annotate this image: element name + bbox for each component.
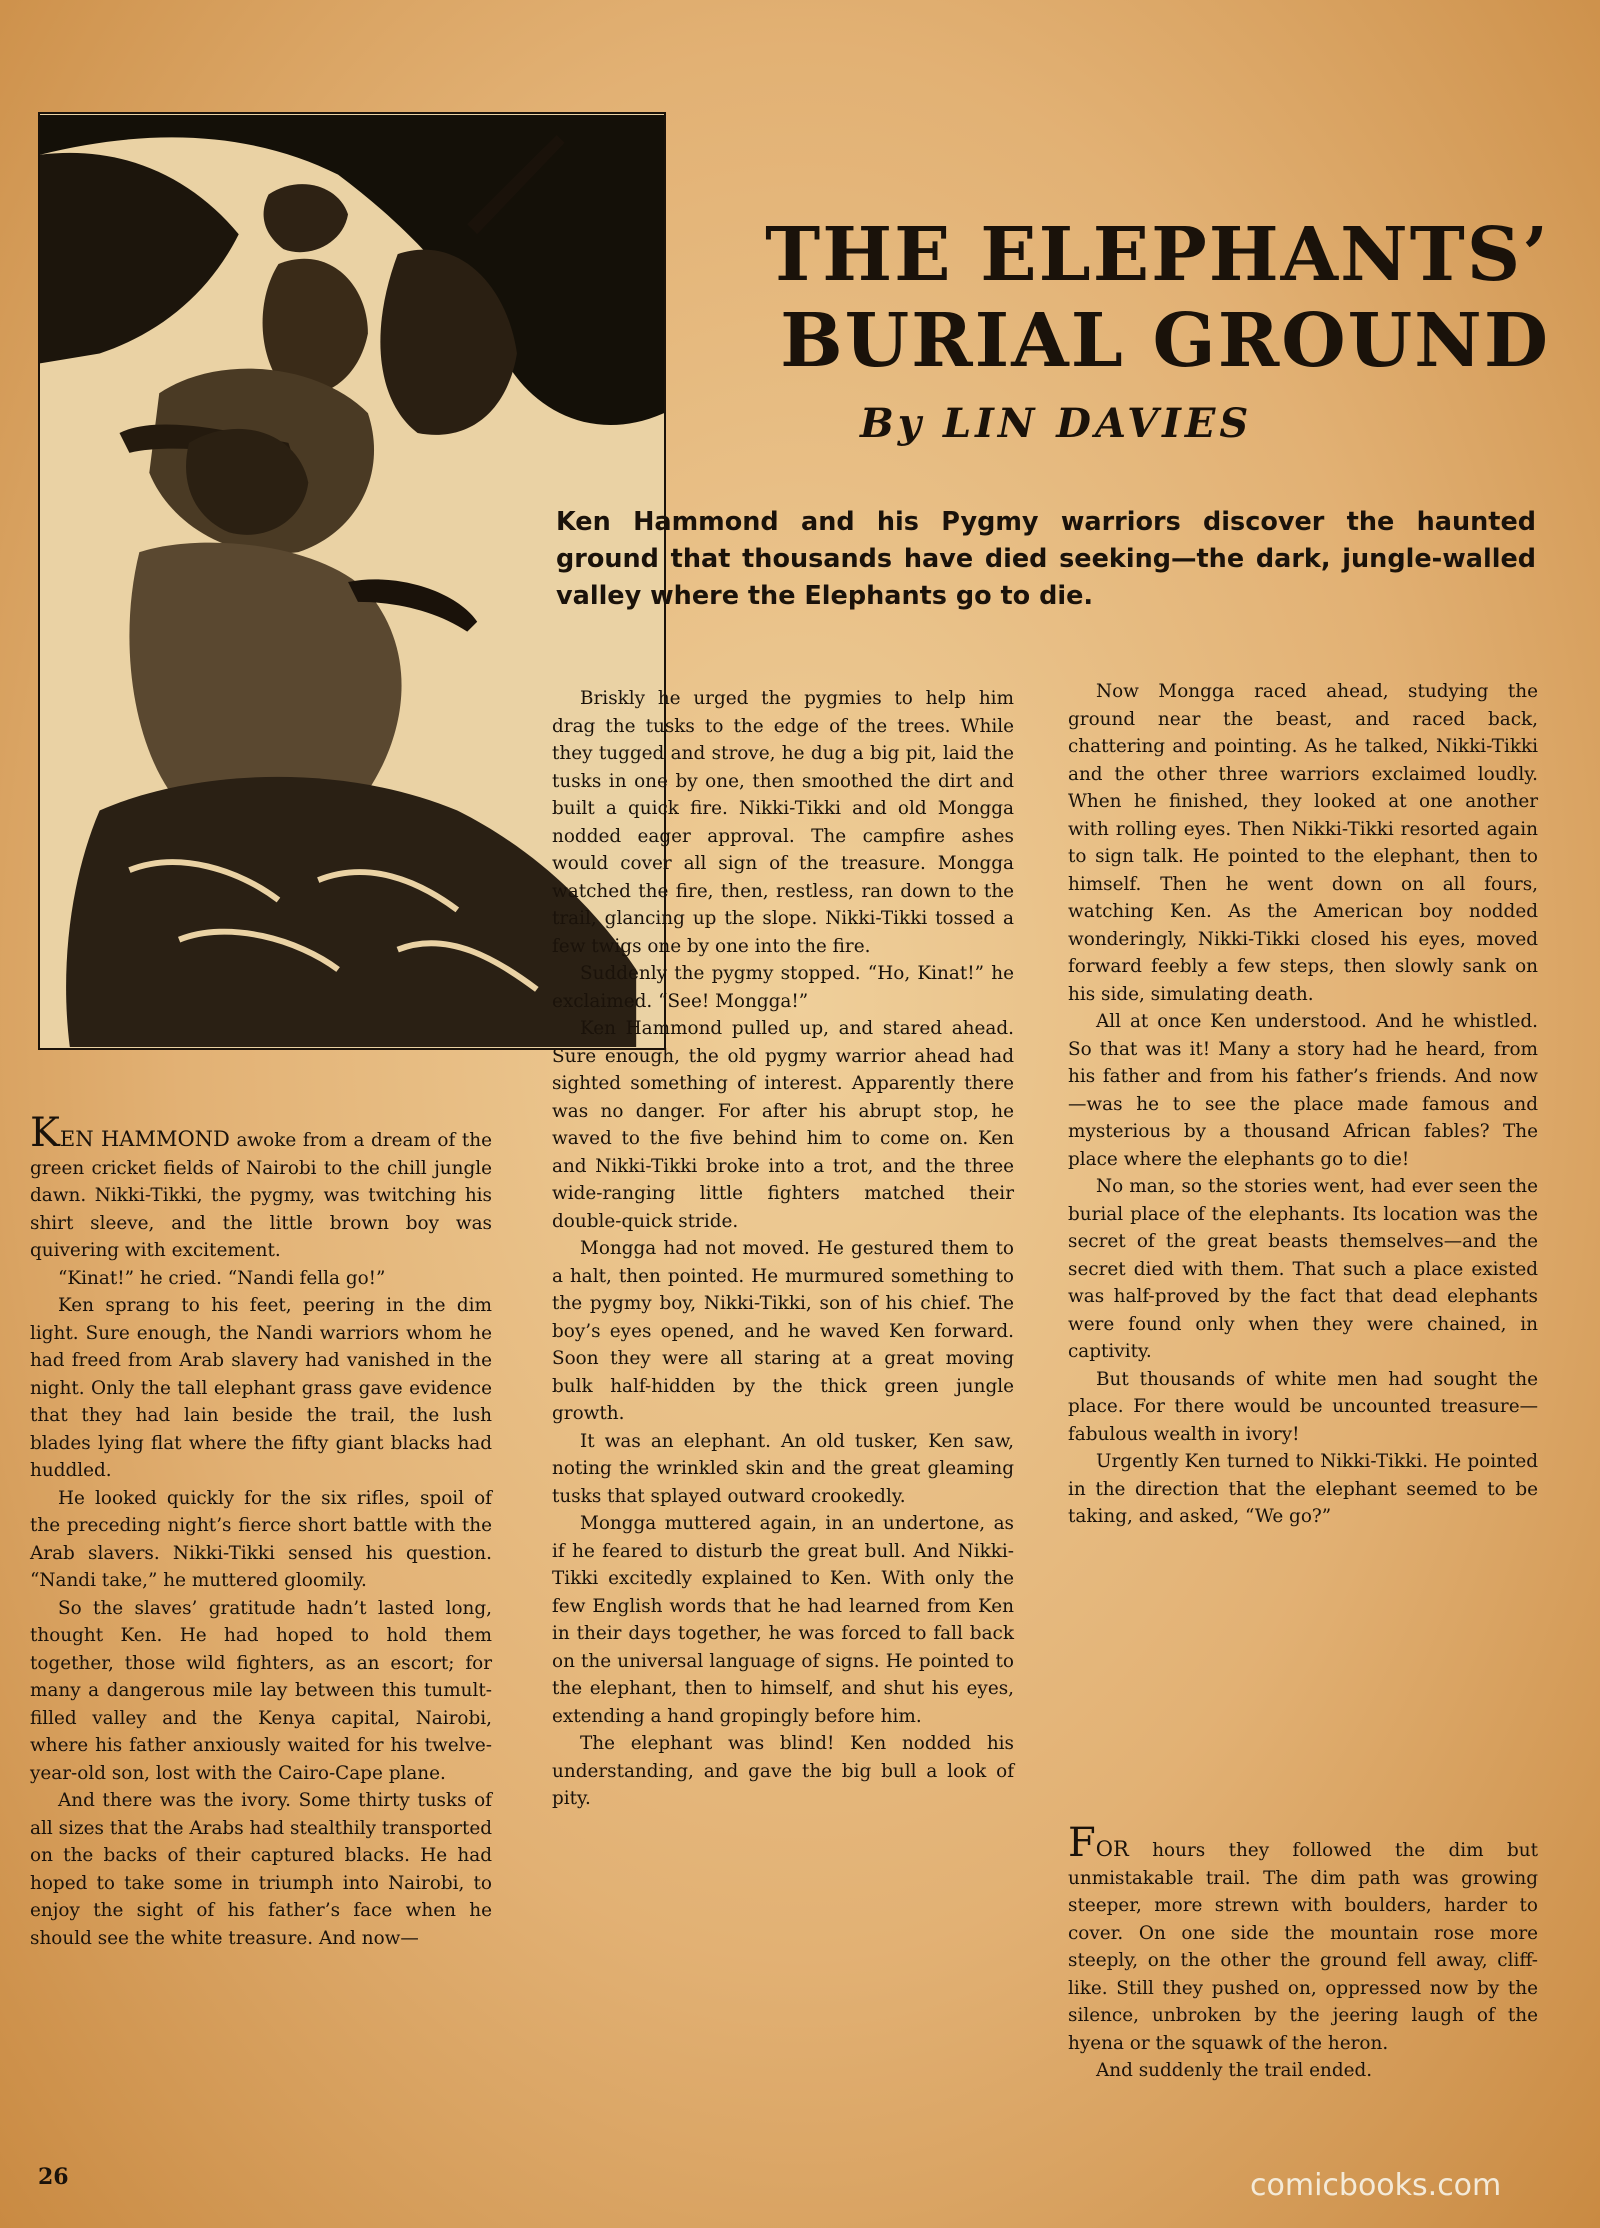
lead-caps: EN HAMMOND <box>59 1127 230 1151</box>
paragraph <box>30 1110 492 1265</box>
lead-caps: OR <box>1095 1837 1129 1861</box>
paragraph: Suddenly the pygmy stopped. “Ho, Kinat!” he exclaimed. “See! Mongga!” <box>552 963 1014 1012</box>
paragraph: All at once Ken understood. And he whistled. So that was it! Many a story had he heard, from his father and from his father’s friends. And now—was he to see the place made famous and mysterious by a thousand African fables? The place where the elephants go to die! <box>1068 1011 1538 1170</box>
paragraph: “Kinat!” he cried. “Nandi fella go!” <box>58 1267 386 1289</box>
paragraph: Urgently Ken turned to Nikki-Tikki. He pointed in the direction that the elephant seemed to be taking, and asked, “We go?” <box>1068 1451 1538 1527</box>
paragraph: Ken Hammond pulled up, and stared ahead. Sure enough, the old pygmy warrior ahead had sighted something of interest. Apparently there was no danger. For after his abrupt stop, he waved to the five behind him to come on. Ken and Nikki-Tikki broke into a trot, and the three wide-ranging little fighters matched their double-quick stride. <box>552 1018 1014 1232</box>
paragraph: No man, so the stories went, had ever seen the burial place of the elephants. Its location was the secret of the great beasts themselves—and the secret died with them. That such a place existed was half-proved by the fact that dead elephants were found only when they were chained, in captivity. <box>1068 1176 1538 1362</box>
paragraph: Mongga muttered again, in an undertone, as if he feared to disturb the great bull. And Nikki-Tikki excitedly explained to Ken. With only the few English words that he had learned from Ken in their days together, he was forced to fall back on the universal language of signs. He pointed to the elephant, then to himself, and shut his eyes, extending a hand gropingly before him. <box>552 1513 1014 1727</box>
watermark: comicbooks.com <box>1250 2168 1502 2203</box>
paragraph-text: awoke from a dream of the green cricket fields of Nairobi to the chill jungle dawn. Nikki-Tikki, the pygmy, was twitching his shirt sleeve, and the little brown boy was quivering with excitement. <box>30 1130 492 1261</box>
paragraph-text: hours they followed the dim but unmistakable trail. The dim path was growing steeper, more strewn with boulders, harder to cover. On one side the mountain rose more steeply, on the other the ground fell away, cliff-like. Still they pushed on, oppressed now by the silence, unbroken by the jeering laugh of the hyena or the squawk of the heron. <box>1068 1840 1538 2054</box>
deck-summary: Ken Hammond and his Pygmy warriors discover the haunted ground that thousands have died seeking—the dark, jungle-walled valley where the Elephants go to die. <box>556 507 1536 611</box>
article-title <box>690 212 1550 384</box>
paragraph: And suddenly the trail ended. <box>1096 2060 1373 2081</box>
drop-cap: F <box>1068 1820 1096 1866</box>
paragraph: So the slaves’ gratitude hadn’t lasted long, thought Ken. He had hoped to hold them together, those wild fighters, as an escort; for many a dangerous mile lay between this tumult-filled valley and the Kenya capital, Nairobi, where his father anxiously waited for his twelve-year-old son, lost with the Cairo-Cape plane. <box>30 1597 492 1784</box>
column-2 <box>552 685 1014 1813</box>
paragraph: Briskly he urged the pygmies to help him drag the tusks to the edge of the trees. While they tugged and strove, he dug a big pit, laid the tusks in one by one, then smoothed the dirt and built a quick fire. Nikki-Tikki and old Mongga nodded eager approval. The campfire ashes would cover all sign of the treasure. Mongga watched the fire, then, restless, ran down to the trail, glancing up the slope. Nikki-Tikki tossed a few twigs one by one into the fire. <box>552 688 1014 957</box>
column-3-section-2 <box>1068 1820 1538 2085</box>
title-line-2: BURIAL GROUND <box>780 298 1550 384</box>
title-line-1: THE ELEPHANTS’ <box>765 212 1550 298</box>
column-1 <box>30 1110 492 1952</box>
column-3 <box>1068 678 1538 1531</box>
drop-cap: K <box>30 1110 60 1156</box>
paragraph: Now Mongga raced ahead, studying the ground near the beast, and raced back, chattering and pointing. As he talked, Nikki-Tikki and the other three warriors exclaimed loudly. When he finished, they looked at one another with rolling eyes. Then Nikki-Tikki resorted again to sign talk. He pointed to the elephant, then to himself. Then he went down on all fours, watching Ken. As the American boy nodded wonderingly, Nikki-Tikki closed his eyes, moved forward feebly a few steps, then slowly sank on his side, simulating death. <box>1068 681 1538 1005</box>
byline: By LIN DAVIES <box>860 400 1253 447</box>
paragraph: The elephant was blind! Ken nodded his understanding, and gave the big bull a look of pity. <box>552 1733 1014 1809</box>
paragraph: It was an elephant. An old tusker, Ken saw, noting the wrinkled skin and the great gleaming tusks that splayed outward crookedly. <box>552 1430 1014 1507</box>
paragraph <box>1068 1820 1538 2057</box>
paragraph: But thousands of white men had sought the place. For there would be uncounted treasure—fabulous wealth in ivory! <box>1068 1368 1538 1445</box>
paragraph: Mongga had not moved. He gestured them to a halt, then pointed. He murmured something to the pygmy boy, Nikki-Tikki, son of his chief. The boy’s eyes opened, and he waved Ken forward. Soon they were all staring at a great moving bulk half-hidden by the thick green jungle growth. <box>552 1238 1014 1424</box>
paragraph: Ken sprang to his feet, peering in the dim light. Sure enough, the Nandi warriors whom he had freed from Arab slavery had vanished in the night. Only the tall elephant grass gave evidence that they had lain beside the trail, the lush blades lying flat where the fifty giant blacks had huddled. <box>30 1295 492 1481</box>
paragraph: He looked quickly for the six rifles, spoil of the preceding night’s fierce short battle with the Arab slavers. Nikki-Tikki sensed his question. “Nandi take,” he muttered gloomily. <box>30 1487 492 1591</box>
paragraph: And there was the ivory. Some thirty tusks of all sizes that the Arabs had stealthily transported on the backs of their captured blacks. He had hoped to take some in triumph into Nairobi, to enjoy the sight of his father’s face when he should see the white treasure. And now— <box>30 1790 492 1949</box>
page-number: 26 <box>38 2164 69 2190</box>
